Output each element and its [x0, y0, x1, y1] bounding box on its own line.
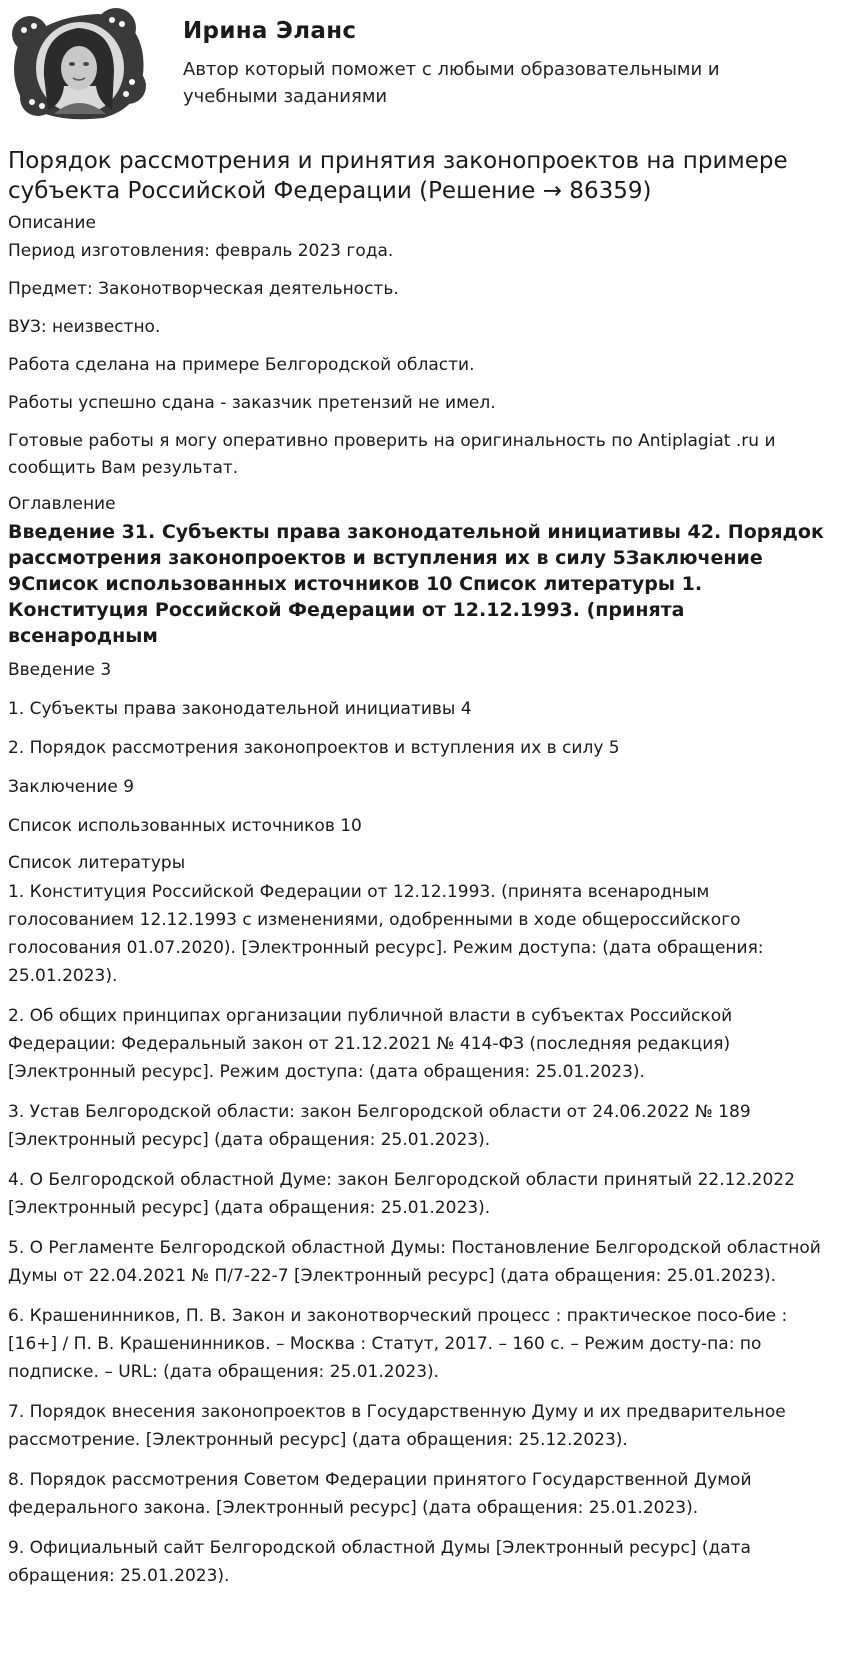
reference-item: 8. Порядок рассмотрения Советом Федерации принятого Государственной Думой федерального закона. [Электронный ресурс] (дата обращения: 25.01.2023).	[8, 1470, 752, 1518]
author-card	[8, 6, 838, 126]
work-content	[8, 146, 838, 1602]
author-description: Автор который поможет с любыми образовательными и учебными заданиями	[183, 59, 720, 107]
toc-item: Введение 3	[8, 660, 112, 680]
toc-item: Заключение 9	[8, 777, 135, 797]
reference-item: 5. О Регламенте Белгородской областной Думы: Постановление Белгородской областной Думы от 22.04.2021 № П/7-22-7 [Электронный ресурс] (дата обращения: 25.01.2023).	[8, 1238, 821, 1286]
toc-item: 1. Субъекты права законодательной инициативы 4	[8, 699, 472, 719]
description-label: Описание	[8, 213, 96, 233]
toc-item: Список использованных источников 10	[8, 816, 362, 836]
toc-label: Оглавление	[8, 494, 116, 514]
reference-item: 4. О Белгородской областной Думе: закон Белгородской области принятый 22.12.2022 [Электронный ресурс] (дата обращения: 25.01.2023).	[8, 1170, 795, 1218]
reference-item: 2. Об общих принципах организации публичной власти в субъектах Российской Федерации: Федеральный закон от 21.12.2021 № 414-ФЗ (последняя редакция) [Электронный ресурс]. Режим доступа: (дата обращения: 25.01.2023).	[8, 1006, 733, 1082]
description-paragraph: ВУЗ: неизвестно.	[8, 317, 161, 337]
references-label: Список литературы	[8, 853, 186, 873]
description-paragraph: Работы успешно сдана - заказчик претензий не имел.	[8, 393, 496, 413]
work-title: Порядок рассмотрения и принятия законопроектов на примере субъекта Российской Федерации (Решение → 86359)	[8, 148, 788, 204]
reference-item: 1. Конституция Российской Федерации от 12.12.1993. (принята всенародным голосованием 12.12.1993 с изменениями, одобренными в ходе общероссийского голосования 01.07.2020). [Электронный ресурс]. Режим доступа: (дата обращения: 25.01.2023).	[8, 882, 764, 986]
reference-item: 9. Официальный сайт Белгородской областной Думы [Электронный ресурс] (дата обращения: 25.01.2023).	[8, 1538, 751, 1586]
description-paragraph: Период изготовления: февраль 2023 года.	[8, 241, 394, 261]
reference-item: 7. Порядок внесения законопроектов в Государственную Думу и их предварительное рассмотрение. [Электронный ресурс] (дата обращения: 25.12.2023).	[8, 1402, 786, 1450]
toc-item: 2. Порядок рассмотрения законопроектов и вступления их в силу 5	[8, 738, 620, 758]
toc-summary: Введение 31. Субъекты права законодательной инициативы 42. Порядок рассмотрения законопроектов и вступления их в силу 5Заключение 9Список использованных источников 10 Список литературы 1. Конституция Российской Федерации от 12.12.1993. (принята всенародным	[8, 521, 824, 647]
description-paragraph: Готовые работы я могу оперативно проверить на оригинальность по Antiplagiat .ru и сообщить Вам результат.	[8, 431, 776, 478]
author-name[interactable]: Ирина Эланс	[183, 18, 357, 44]
description-paragraph: Предмет: Законотворческая деятельность.	[8, 279, 399, 299]
reference-item: 6. Крашенинников, П. В. Закон и законотворческий процесс : практическое посо-бие : [16+] / П. В. Крашенинников. – Москва : Статут, 2017. – 160 с. – Режим досту-па: по подписке. – URL: (дата обращения: 25.01.2023).	[8, 1306, 788, 1382]
reference-item: 3. Устав Белгородской области: закон Белгородской области от 24.06.2022 № 189 [Электронный ресурс] (дата обращения: 25.01.2023).	[8, 1102, 751, 1150]
author-avatar[interactable]	[8, 6, 150, 126]
description-paragraph: Работа сделана на примере Белгородской области.	[8, 355, 475, 375]
